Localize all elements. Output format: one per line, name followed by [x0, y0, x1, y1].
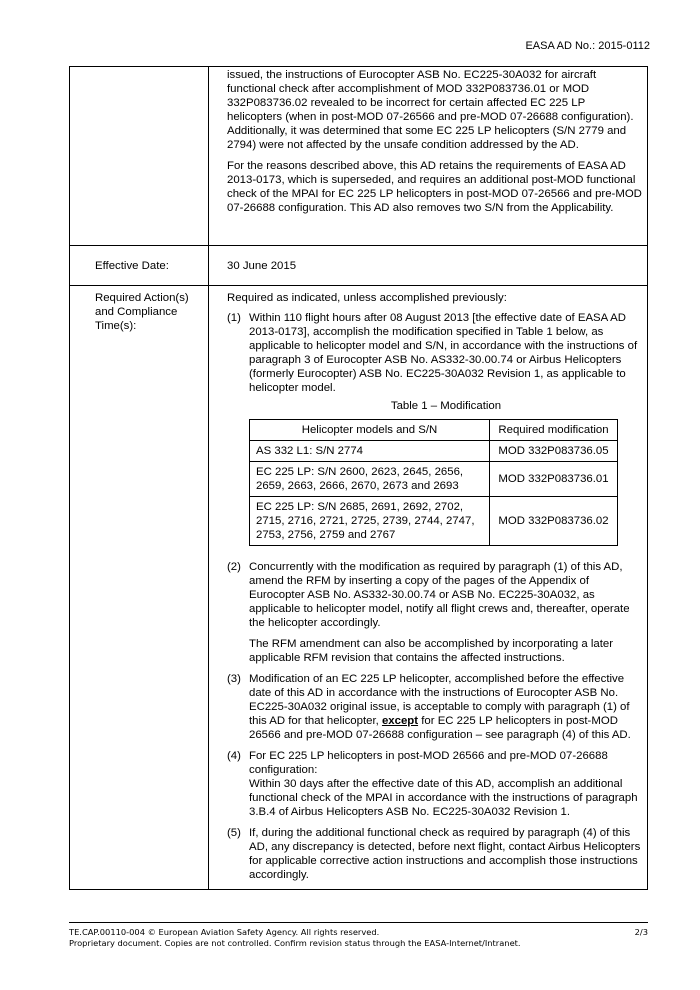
paragraph-number: (4) [227, 750, 241, 762]
paragraph-number: (1) [227, 312, 241, 324]
table-row [250, 497, 618, 546]
footer [69, 927, 648, 949]
reason-paragraph-1: issued, the instructions of Eurocopter ASB No. EC225-30A032 for aircraft functional check after accomplishment of MOD 332P083736.01 or MOD 332P083736.02 revealed to be incorrect for certain affected EC 225 LP helicopters (when in post-MOD 07-26566 and pre-MOD 07-26688 configuration). Additionally, it was determined that some EC 225 LP helicopters (S/N 2779 and 2794) were not affected by the unsafe condition addressed by the AD. [227, 69, 634, 151]
table-row [250, 441, 618, 462]
paragraph-text: Concurrently with the modification as required by paragraph (1) of this AD, amend the RFM by inserting a copy of the pages of the Appendix of Eurocopter ASB No. AS332-30.00.74 or ASB No. EC225-30A032, as applicable to helicopter model, notify all flight crews and, thereafter, operate the helicopter accordingly. [249, 561, 630, 629]
column-divider [208, 67, 209, 889]
table-header-modification: Required modification [490, 420, 618, 441]
effective-date-label: Effective Date: [95, 260, 169, 272]
paragraph-text: If, during the additional functional check as required by paragraph (4) of this AD, any discrepancy is detected, before next flight, contact Airbus Helicopters for applicable corrective action instructions and accomplish those instructions accordingly. [249, 827, 641, 881]
table-header-models: Helicopter models and S/N [250, 420, 490, 441]
paragraph-text: Within 30 days after the effective date of this AD, accomplish an additional functional check of the MPAI in accordance with the instructions of paragraph 3.B.4 of Airbus Helicopters ASB No. EC225-30A032 Revision 1. [249, 778, 638, 818]
reason-paragraph-2: For the reasons described above, this AD retains the requirements of EASA AD 2013-0173, which is superseded, and requires an additional post-MOD functional check of the MPAI for EC 225 LP helicopters in post-MOD 07-26566 and pre-MOD 07-26688 configuration. This AD also removes two S/N from the Applicability. [227, 160, 642, 214]
paragraph-text: Within 110 flight hours after 08 August 2013 [the effective date of EASA AD 2013-0173], accomplish the modification specified in Table 1 below, as applicable to helicopter model and S/N, in accordance with the instructions of paragraph 3 of Eurocopter ASB No. AS332-30.00.74 or Airbus Helicopters (formerly Eurocopter) ASB No. EC225-30A032 Revision 1, as applicable to helicopter model. [249, 312, 638, 394]
paragraph-text: For EC 225 LP helicopters in post-MOD 26566 and pre-MOD 07-26688 configuration: [249, 750, 608, 776]
effective-date-value: 30 June 2015 [227, 260, 297, 272]
table-1-caption: Table 1 – Modification [390, 400, 502, 412]
table-cell-models: AS 332 L1: S/N 2774 [250, 441, 490, 462]
modification-table [249, 419, 618, 546]
paragraph-5 [227, 826, 643, 882]
paragraph-number: (2) [227, 561, 241, 573]
reason-section [227, 68, 643, 215]
table-cell-models: EC 225 LP: S/N 2685, 2691, 2692, 2702, 2715, 2716, 2721, 2725, 2739, 2744, 2747, 2753, 2756, 2759 and 2767 [250, 497, 490, 546]
except-emphasis: except [381, 715, 419, 727]
paragraph-number: (5) [227, 827, 241, 839]
row-divider [70, 285, 647, 286]
required-actions-label: Required Action(s) and Compliance Time(s): [95, 292, 189, 332]
paragraph-3 [227, 672, 643, 742]
paragraph-2-note: The RFM amendment can also be accomplished by incorporating a later applicable RFM revision that contains the affected instructions. [249, 638, 614, 664]
required-intro: Required as indicated, unless accomplished previously: [227, 292, 507, 304]
footer-copyright: TE.CAP.00110-004 © European Aviation Safety Agency. All rights reserved. [69, 927, 380, 937]
paragraph-4 [227, 749, 643, 819]
footer-proprietary: Proprietary document. Copies are not controlled. Confirm revision status through the EASA-Internet/Intranet. [69, 938, 521, 948]
footer-divider [69, 922, 648, 923]
table-cell-modification: MOD 332P083736.05 [490, 441, 618, 462]
required-actions-section [227, 291, 643, 882]
table-cell-models: EC 225 LP: S/N 2600, 2623, 2645, 2656, 2659, 2663, 2666, 2670, 2673 and 2693 [250, 462, 490, 497]
table-cell-modification: MOD 332P083736.02 [490, 497, 618, 546]
table-cell-modification: MOD 332P083736.01 [490, 462, 618, 497]
table-row [250, 462, 618, 497]
ad-number-header: EASA AD No.: 2015-0112 [525, 40, 650, 52]
table-header-row [250, 420, 618, 441]
row-divider [70, 245, 647, 246]
ad-content-table [69, 66, 648, 890]
paragraph-2 [227, 560, 643, 630]
paragraph-1 [227, 311, 643, 395]
paragraph-text: Modification of an EC 225 LP helicopter, accomplished before the effective date of this AD in accordance with the instructions of Eurocopter ASB No. EC225-30A032 original issue, is acceptable to comply with paragraph (1) of this AD for that helicopter, except for EC 225 LP helicopters in post-MOD 26566 and pre-MOD 07-26688 configuration – see paragraph (4) of this AD. [249, 673, 631, 741]
paragraph-number: (3) [227, 673, 241, 685]
page-number: 2/3 [634, 927, 648, 937]
